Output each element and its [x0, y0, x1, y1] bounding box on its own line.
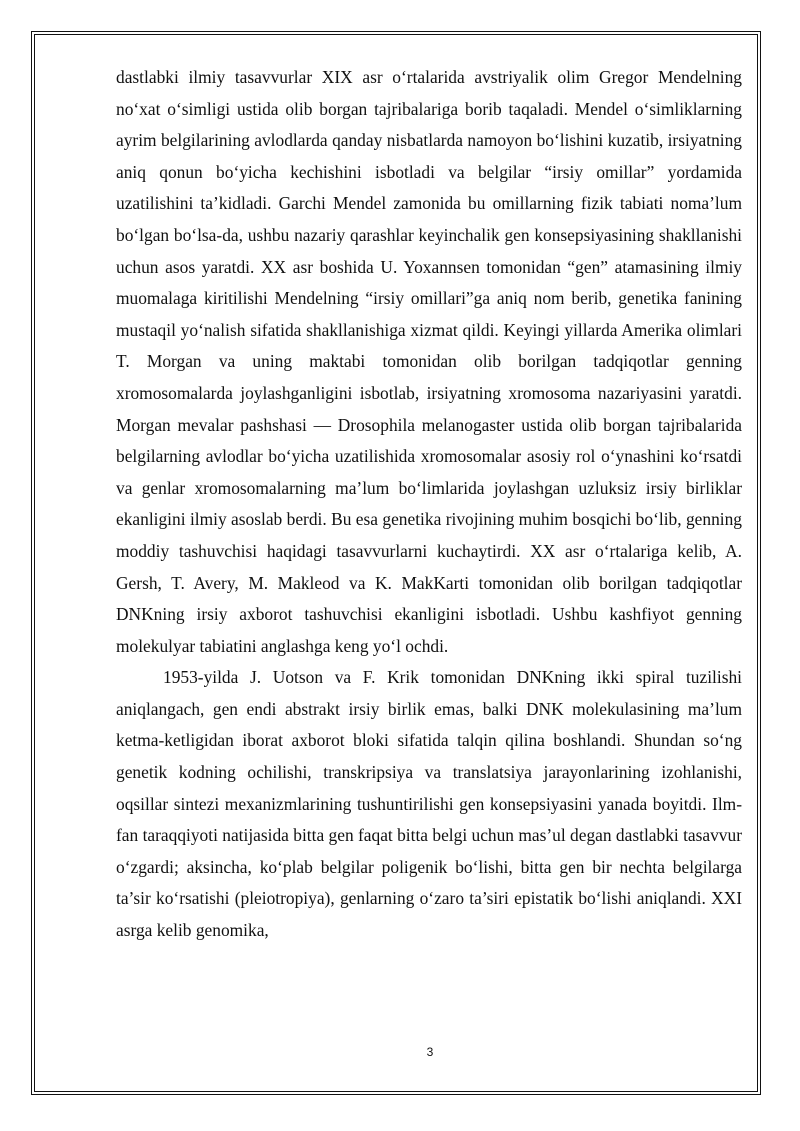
- document-body: [116, 62, 742, 947]
- page-number: 3: [426, 1045, 434, 1059]
- paragraph-1: dastlabki ilmiy tasavvurlar XIX asr o‘rtalarida avstriyalik olim Gregor Mendelning no‘xat o‘simligi ustida olib borgan tajribalariga borib taqaladi. Mendel o‘simliklarning ayrim belgilarining avlodlarda qanday nisbatlarda namoyon bo‘lishini kuzatib, irsiyatning aniq qonun bo‘yicha kechishini isbotladi va belgilar “irsiy omillar” yordamida uzatilishini ta’kidladi. Garchi Mendel zamonida bu omillarning fizik tabiati noma’lum bo‘lgan bo‘lsa-da, ushbu nazariy qarashlar keyinchalik gen konsepsiyasining shakllanishi uchun asos yaratdi. XX asr boshida U. Yoxannsen tomonidan “gen” atamasining ilmiy muomalaga kiritilishi Mendelning “irsiy omillari”ga aniq nom berib, genetika fanining mustaqil yo‘nalish sifatida shakllanishiga xizmat qildi. Keyingi yillarda Amerika olimlari T. Morgan va uning maktabi tomonidan olib borilgan tadqiqotlar genning xromosomalarda joylashganligini isbotlab, irsiyatning xromosoma nazariyasini yaratdi. Morgan mevalar pashshasi — Drosophila melanogaster ustida olib borgan tajribalarida belgilarning avlodlar bo‘yicha uzatilishida xromosomalar asosiy rol o‘ynashini ko‘rsatdi va genlar xromosomalarning ma’lum bo‘limlarida joylashgan uzluksiz irsiy birliklar ekanligini ilmiy asoslab berdi. Bu esa genetika rivojining muhim bosqichi bo‘lib, genning moddiy tashuvchisi haqidagi tasavvurlarni kuchaytirdi. XX asr o‘rtalariga kelib, A. Gersh, T. Avery, M. Makleod va K. MakKarti tomonidan olib borilgan tadqiqotlar DNKning irsiy axborot tashuvchisi ekanligini isbotladi. Ushbu kashfiyot genning molekulyar tabiatini anglashga keng yo‘l ochdi.: [116, 67, 742, 656]
- paragraph-2: 1953-yilda J. Uotson va F. Krik tomonidan DNKning ikki spiral tuzilishi aniqlangach, gen endi abstrakt irsiy birlik emas, balki DNK molekulasining ma’lum ketma-ketligidan iborat axborot bloki sifatida talqin qilina boshlandi. Shundan so‘ng genetik kodning ochilishi, transkripsiya va translatsiya jarayonlarining izohlanishi, oqsillar sintezi mexanizmlarining tushuntirilishi gen konsepsiyasini yanada boyitdi. Ilm-fan taraqqiyoti natijasida bitta gen faqat bitta belgi uchun mas’ul degan dastlabki tasavvur o‘zgardi; aksincha, ko‘plab belgilar poligenik bo‘lishi, bitta gen bir nechta belgilarga ta’sir ko‘rsatishi (pleiotropiya), genlarning o‘zaro ta’siri epistatik bo‘lishi aniqlandi. XXI asrga kelib genomika,: [116, 667, 742, 941]
